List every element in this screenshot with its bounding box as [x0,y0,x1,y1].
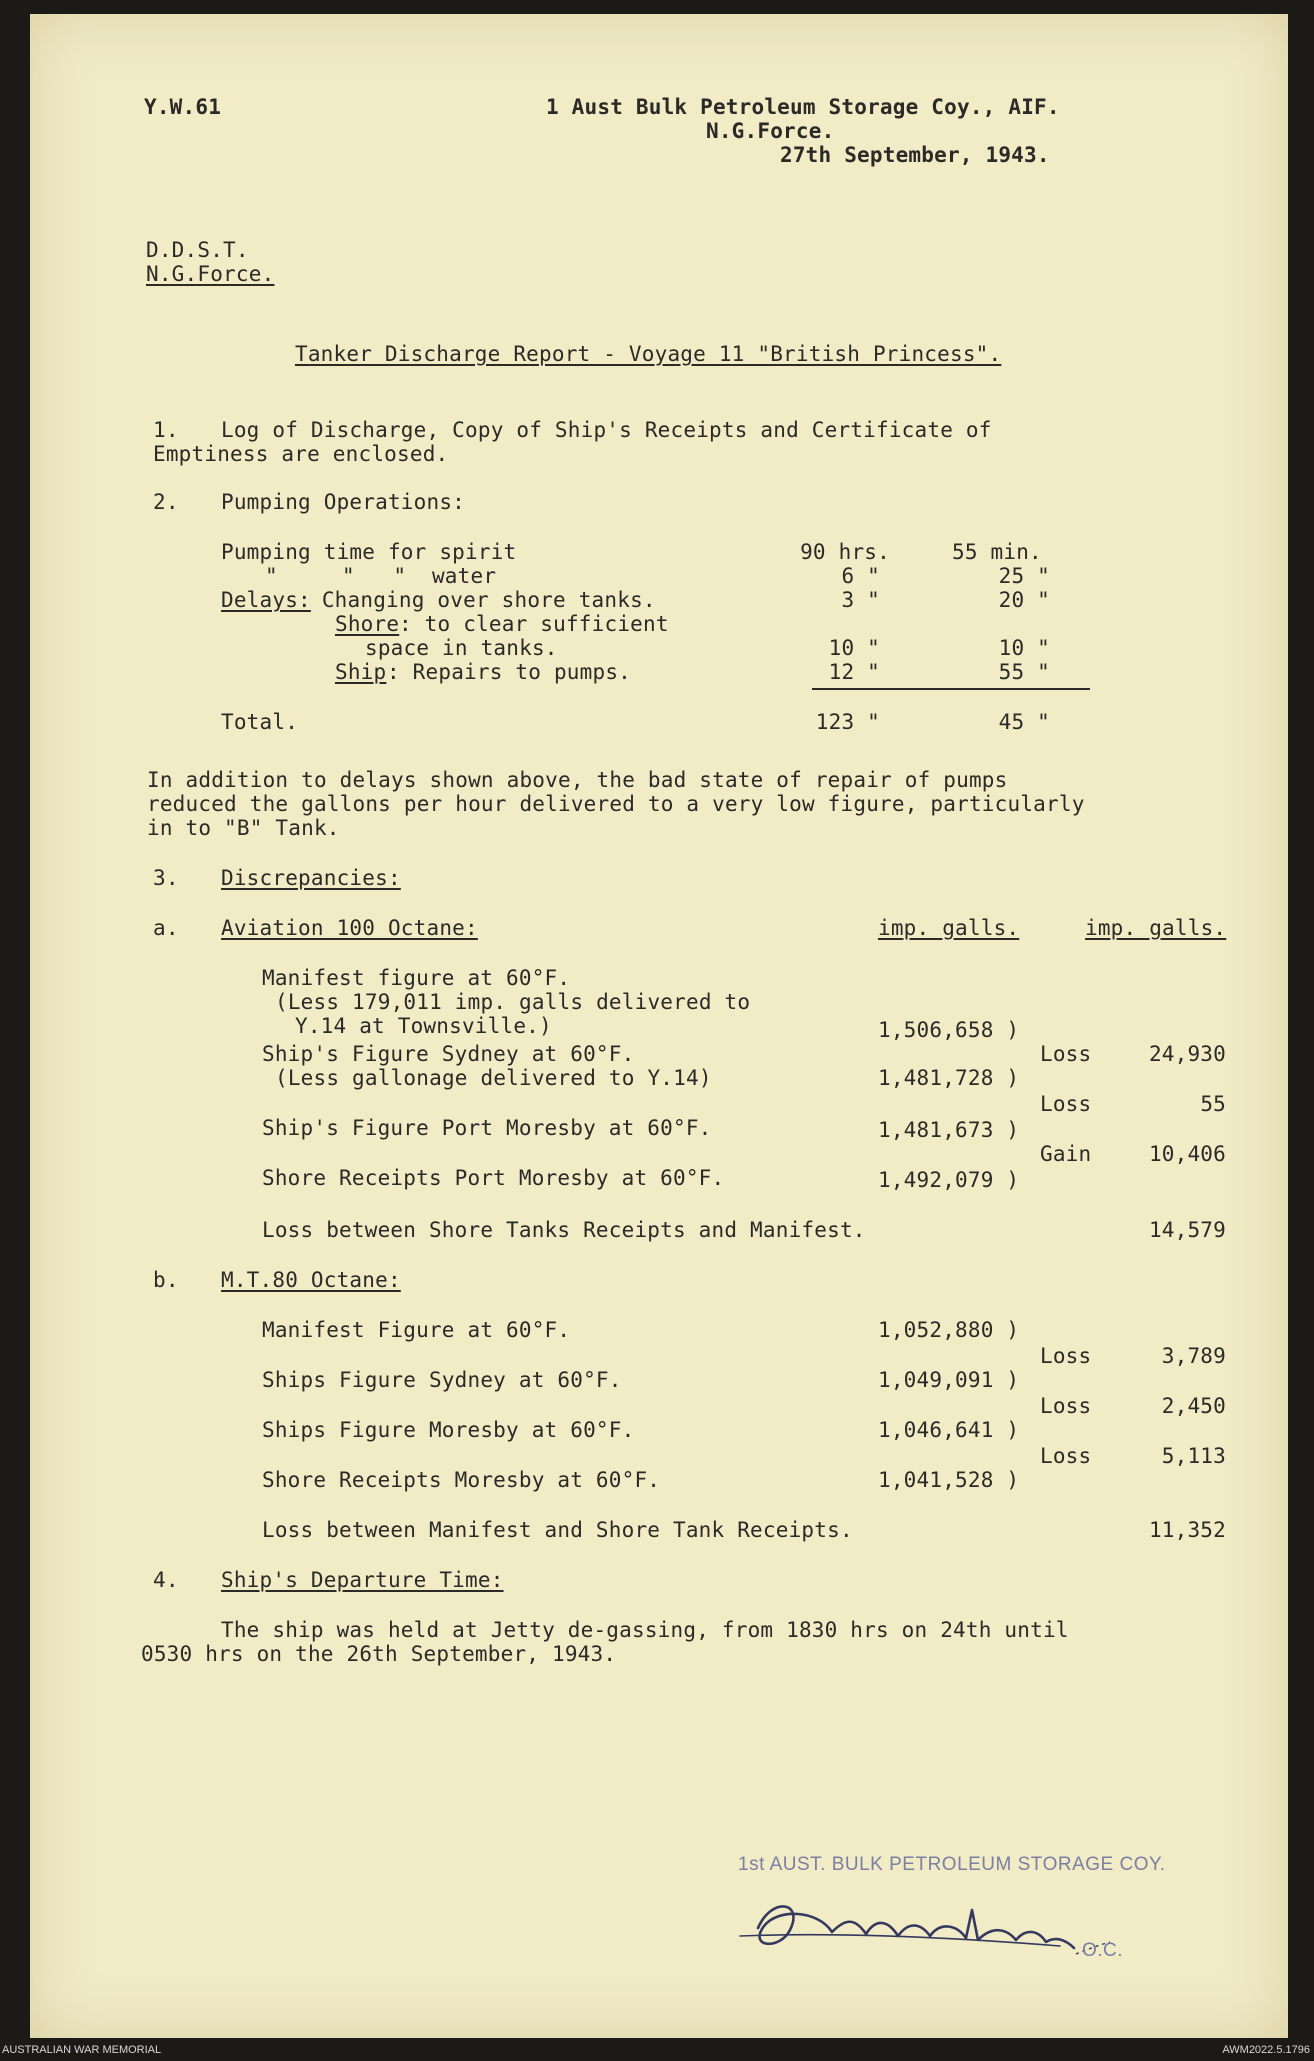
ships-figure-moresby-label: Ships Figure Moresby at 60°F. [262,1418,635,1442]
pumping-row-hours: 10 " [828,636,880,660]
departure-line1: The ship was held at Jetty de-gassing, from 1830 hrs on 24th until [221,1618,1069,1642]
motor-loss-value: 11,352 [1148,1518,1226,1542]
discrepancy-value: 5,113 [1161,1444,1226,1468]
pumping-row-minutes: 10 " [998,636,1050,660]
pumping-row-minutes: 55 min. [952,540,1042,564]
gallons-value: 1,492,079 ) [878,1168,1020,1192]
ships-figure-sydney-label: Ships Figure Sydney at 60°F. [262,1368,622,1392]
discrepancy-value: 24,930 [1148,1042,1226,1066]
pumping-row-hours: 6 " [841,564,880,588]
unit-stamp: 1st AUST. BULK PETROLEUM STORAGE COY. [738,1854,1166,1875]
discrepancy-value: 55 [1200,1092,1226,1116]
manifest-figure-label: Manifest Figure at 60°F. [262,1318,571,1342]
gallons-value: 1,041,528 ) [878,1468,1020,1492]
ship-label: Ship [335,660,387,684]
discrepancy-value: 3,789 [1161,1344,1226,1368]
pumping-row-label: " " " water [265,564,497,588]
letter-date: 27th September, 1943. [780,143,1050,167]
pumping-row-minutes: 55 " [998,660,1050,684]
section-3-title: Discrepancies: [221,866,401,890]
shore-receipts-label: Shore Receipts Port Moresby at 60°F. [262,1166,725,1190]
gallons-value: 1,506,658 ) [878,1018,1020,1042]
aviation-loss-label: Loss between Shore Tanks Receipts and Manifest. [262,1218,866,1242]
motor-loss-label: Loss between Manifest and Shore Tank Receipts. [262,1518,853,1542]
pumping-row-hours: 12 " [828,660,880,684]
pumping-row-label: : to clear sufficient [399,612,669,636]
signature-image [720,1876,1120,1976]
gallons-value: 1,481,673 ) [878,1118,1020,1142]
departure-line2: 0530 hrs on the 26th September, 1943. [141,1642,617,1666]
delays-label: Delays: [221,588,311,612]
discrepancy-type: Loss [1040,1394,1092,1418]
section-4-title: Ship's Departure Time: [221,1568,504,1592]
discrepancy-type: Gain [1040,1142,1092,1166]
section-3-number: 3. [153,866,179,890]
ship-figure-moresby-label: Ship's Figure Port Moresby at 60°F. [262,1116,712,1140]
unit-name: 1 Aust Bulk Petroleum Storage Coy., AIF. [546,95,1060,119]
pumping-row-label: Pumping time for spirit [221,540,517,564]
section-1-line2: Emptiness are enclosed. [153,442,449,466]
discrepancy-value: 2,450 [1161,1394,1226,1418]
gallons-value: 1,052,880 ) [878,1318,1020,1342]
gallons-value: 1,049,091 ) [878,1368,1020,1392]
total-hours: 123 " [815,710,880,734]
addressee-line1: D.D.S.T. [146,238,249,262]
pumps-note-line2: reduced the gallons per hour delivered to a very low figure, particularly [147,792,1085,816]
total-label: Total. [221,710,299,734]
total-rule [812,688,1090,690]
gallons-value: 1,481,728 ) [878,1066,1020,1090]
officer-commanding-label: O.C. [1082,1940,1124,1961]
ship-figure-sydney-label: Ship's Figure Sydney at 60°F. [262,1042,635,1066]
shore-label: Shore [335,612,400,636]
manifest-note-line2: Y.14 at Townsville.) [295,1014,552,1038]
shore-receipts-label: Shore Receipts Moresby at 60°F. [262,1468,661,1492]
pumping-row-hours: 3 " [841,588,880,612]
subsection-b-title: M.T.80 Octane: [221,1268,401,1292]
manifest-figure-label: Manifest figure at 60°F. [262,966,571,990]
manifest-note-line1: (Less 179,011 imp. galls delivered to [275,990,751,1014]
pumping-row-label: space in tanks. [365,636,558,660]
discrepancy-type: Loss [1040,1042,1092,1066]
pumping-row-hours: 90 hrs. [800,540,890,564]
discrepancy-type: Loss [1040,1444,1092,1468]
pumping-row-minutes: 25 " [998,564,1050,588]
pumping-row-label: : Repairs to pumps. [387,660,632,684]
column-header-galls: imp. galls. [1085,916,1227,940]
total-minutes: 45 " [998,710,1050,734]
pumps-note-line3: in to "B" Tank. [147,816,340,840]
section-1-line1: Log of Discharge, Copy of Ship's Receipts and Certificate of [221,418,992,442]
column-header-galls: imp. galls. [878,916,1020,940]
section-2-title: Pumping Operations: [221,490,466,514]
force-name: N.G.Force. [706,119,835,143]
gallons-value: 1,046,641 ) [878,1418,1020,1442]
section-2-number: 2. [153,490,179,514]
pumps-note-line1: In addition to delays shown above, the bad state of repair of pumps [147,768,1008,792]
section-1-number: 1. [153,418,179,442]
pumping-row-minutes: 20 " [998,588,1050,612]
reference-number: Y.W.61 [144,95,222,119]
subsection-b-letter: b. [153,1268,179,1292]
discrepancy-value: 10,406 [1148,1142,1226,1166]
subsection-a-letter: a. [153,916,179,940]
subject-heading: Tanker Discharge Report - Voyage 11 "British Princess". [295,342,1002,366]
pumping-row-label: Changing over shore tanks. [309,588,656,612]
discrepancy-type: Loss [1040,1092,1092,1116]
aviation-loss-value: 14,579 [1148,1218,1226,1242]
footer-institution: AUSTRALIAN WAR MEMORIAL [2,2044,162,2056]
footer-accession-number: AWM2022.5.1796 [1222,2044,1310,2056]
discrepancy-type: Loss [1040,1344,1092,1368]
document-page [30,14,1288,2038]
section-4-number: 4. [153,1568,179,1592]
ship-figure-sydney-note: (Less gallonage delivered to Y.14) [275,1066,712,1090]
addressee-line2: N.G.Force. [146,262,275,286]
subsection-a-title: Aviation 100 Octane: [221,916,478,940]
